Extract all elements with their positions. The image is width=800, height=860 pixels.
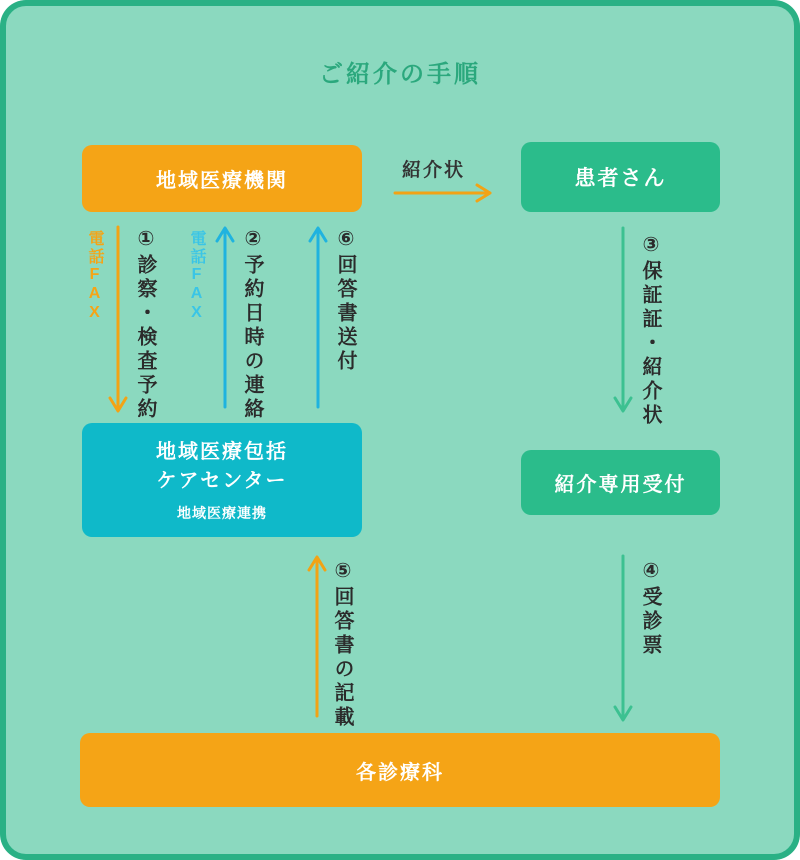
- step3-down-arrow: [615, 228, 631, 411]
- node-referral-reception-label: 紹介専用受付: [554, 474, 687, 496]
- step5-label: ⑤回答書の記載: [331, 558, 353, 730]
- step4-label: ④受診票: [639, 558, 661, 658]
- step2-label: ②予約日時の連絡: [241, 226, 263, 422]
- node-patient: [521, 142, 720, 212]
- node-community-care-center-line1: 地域医療包括: [156, 440, 288, 463]
- node-community-care-center: [82, 423, 362, 537]
- node-patient-label: 患者さん: [574, 167, 667, 190]
- phone-fax-label-step1: 電話FAX: [86, 230, 103, 323]
- node-departments: [80, 733, 720, 807]
- step3-label: ③保証証・紹介状: [639, 232, 661, 428]
- step5-up-arrow: [309, 557, 325, 716]
- node-regional-medical-institution-label: 地域医療機関: [156, 170, 288, 192]
- step1-label: ①診察・検査予約: [134, 226, 156, 422]
- step6-up-arrow: [310, 228, 326, 407]
- referral-letter-label: 紹介状: [402, 160, 466, 181]
- step2-up-arrow: [217, 228, 233, 407]
- node-regional-medical-institution: [82, 145, 362, 212]
- node-community-care-center-line2: ケアセンター: [156, 469, 288, 492]
- phone-fax-label-step2: 電話FAX: [188, 230, 205, 323]
- diagram-title: ご紹介の手順: [319, 61, 481, 88]
- step1-down-arrow: [110, 227, 126, 411]
- referral-letter-arrow: [395, 185, 490, 201]
- node-departments-label: 各診療科: [356, 761, 444, 784]
- step4-down-arrow: [615, 556, 631, 720]
- node-community-care-center-subtitle: 地域医療連携: [177, 504, 267, 521]
- node-referral-reception: [521, 450, 720, 515]
- step6-label: ⑥回答書送付: [334, 226, 356, 374]
